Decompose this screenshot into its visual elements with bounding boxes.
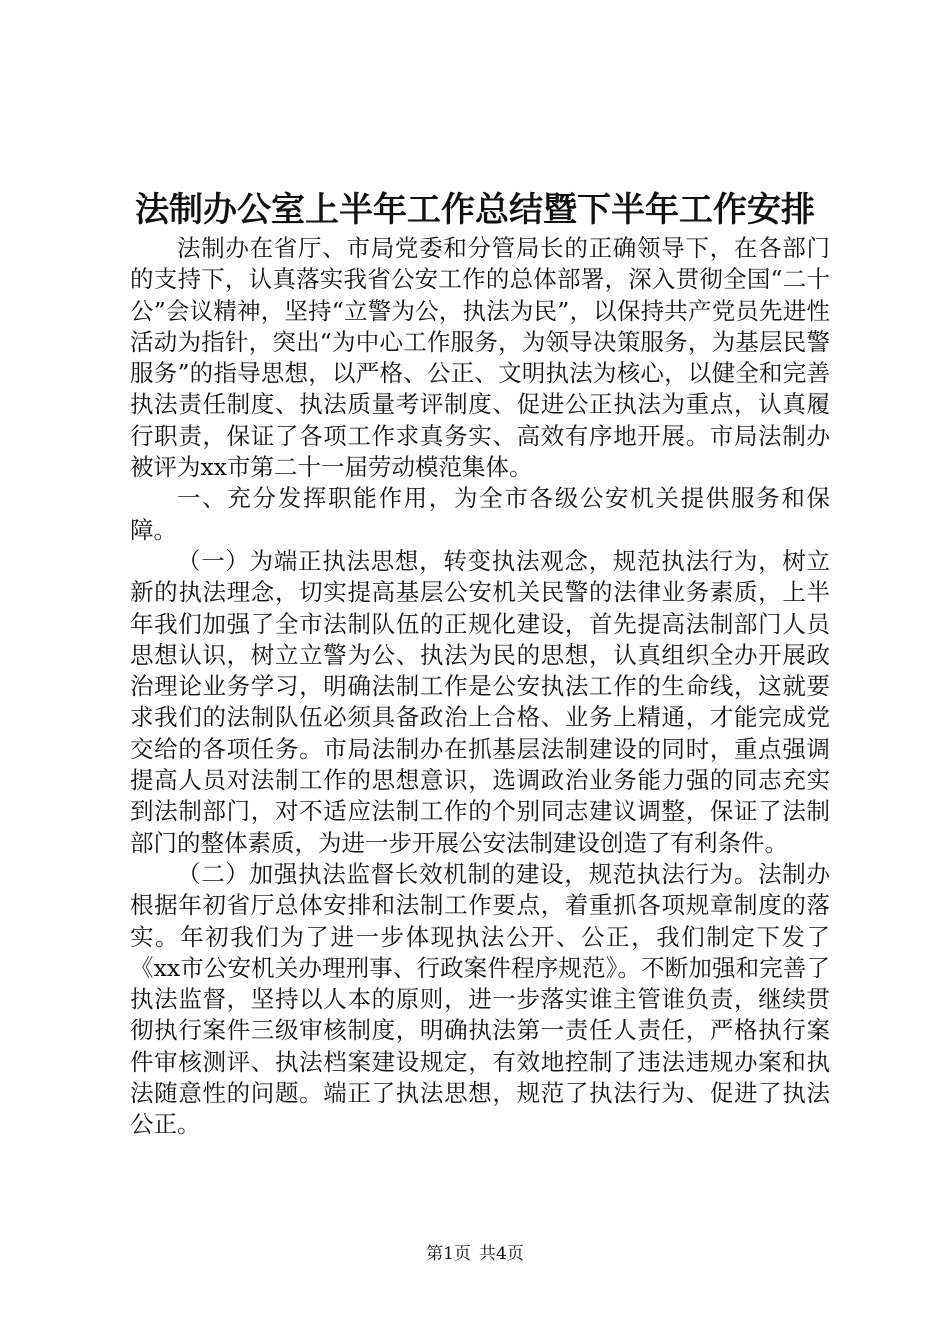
- paragraph-section-heading: 一、充分发挥职能作用，为全市各级公安机关提供服务和保障。: [130, 484, 830, 544]
- page-footer: [0, 1242, 950, 1266]
- page-number: 第1页: [426, 1244, 471, 1264]
- paragraph-intro: 法制办在省厅、市局党委和分管局长的正确领导下，在各部门的支持下，认真落实我省公安工作的总体部署，深入贯彻全国“二十公”会议精神，坚持“立警为公，执法为民”，以保持共产党员先进性活动为指针，突出“为中心工作服务，为领导决策服务，为基层民警服务”的指导思想，以严格、公正、文明执法为核心，以健全和完善执法责任制度、执法质量考评制度、促进公正执法为重点，认真履行职责，保证了各项工作求真务实、高效有序地开展。市局法制办被评为xx市第二十一届劳动模范集体。: [130, 234, 830, 482]
- document-title: 法制办公室上半年工作总结暨下半年工作安排: [135, 190, 815, 230]
- document-body: [130, 233, 830, 1141]
- paragraph-subsection-2: （二）加强执法监督长效机制的建设，规范执法行为。法制办根据年初省厅总体安排和法制工作要点，着重抓各项规章制度的落实。年初我们为了进一步体现执法公开、公正，我们制定下发了《xx市公安机关办理刑事、行政案件程序规范》。不断加强和完善了执法监督，坚持以人本的原则，进一步落实谁主管谁负责，继续贯彻执行案件三级审核制度，明确执法第一责任人责任，严格执行案件审核测评、执法档案建设规定，有效地控制了违法违规办案和执法随意性的问题。端正了执法思想，规范了执法行为、促进了执法公正。: [130, 859, 830, 1139]
- paragraph-subsection-1: （一）为端正执法思想，转变执法观念，规范执法行为，树立新的执法理念，切实提高基层公安机关民警的法律业务素质，上半年我们加强了全市法制队伍的正规化建设，首先提高法制部门人员思想认识，树立立警为公、执法为民的思想，认真组织全办开展政治理论业务学习，明确法制工作是公安执法工作的生命线，这就要求我们的法制队伍必须具备政治上合格、业务上精通，才能完成党交给的各项任务。市局法制办在抓基层法制建设的同时，重点强调提高人员对法制工作的思想意识，选调政治业务能力强的同志充实到法制部门，对不适应法制工作的个别同志建议调整，保证了法制部门的整体素质，为进一步开展公安法制建设创造了有利条件。: [130, 546, 830, 857]
- page-total: 共4页: [479, 1244, 524, 1264]
